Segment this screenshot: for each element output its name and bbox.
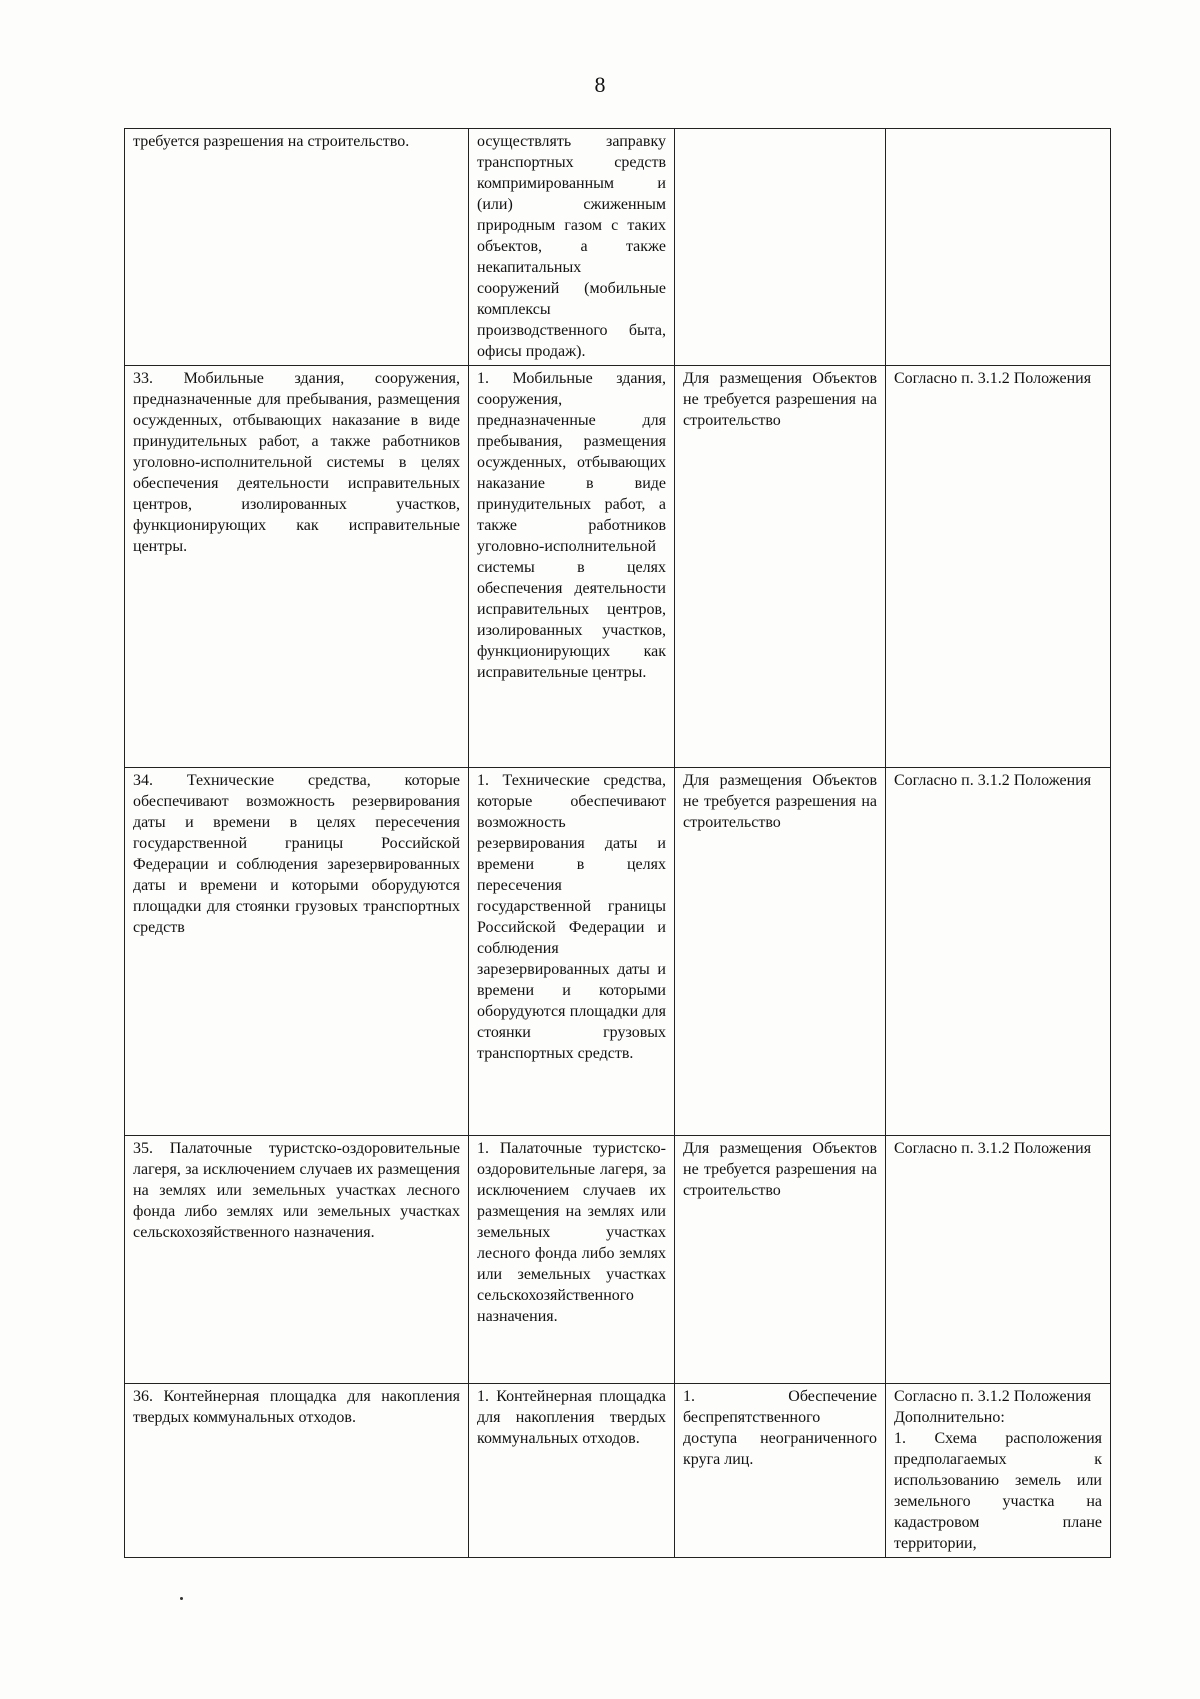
object-description-cell: осуществлять заправку транспортных средств компримированным и (или) сжиженным природным газом с таких объектов, а также некапитальных сооружений (мобильные комплексы производственного быта, офисы продаж). [469, 129, 675, 366]
requirements-cell: 1. Обеспечение беспрепятственного доступа неограниченного круга лиц. [675, 1384, 886, 1558]
object-type-cell: требуется разрешения на строительство. [125, 129, 469, 366]
documents-cell: Согласно п. 3.1.2 Положения [886, 366, 1111, 768]
requirements-cell: Для размещения Объектов не требуется разрешения на строительство [675, 1136, 886, 1384]
table-row [125, 1136, 1111, 1384]
table-row [125, 366, 1111, 768]
scan-speck [180, 1597, 183, 1600]
table-row [125, 768, 1111, 1136]
object-type-cell: 34. Технические средства, которые обеспечивают возможность резервирования даты и времени в целях пересечения государственной границы Российской Федерации и соблюдения зарезервированных даты и времени и которыми оборудуются площадки для стоянки грузовых транспортных средств [125, 768, 469, 1136]
page-number: 8 [594, 72, 606, 97]
permits-table [124, 128, 1111, 1558]
documents-reference: Согласно п. 3.1.2 Положения [894, 1388, 1092, 1405]
object-type-cell: 33. Мобильные здания, сооружения, предназначенные для пребывания, размещения осужденных, отбывающих наказание в виде принудительных работ, а также работников уголовно-исполнительной системы в целях обеспечения деятельности исправительных центров, изолированных участков, функционирующих как исправительные центры. [125, 366, 469, 768]
documents-additional-label: Дополнительно: [894, 1409, 1005, 1426]
requirements-cell [675, 129, 886, 366]
table-row [125, 1384, 1111, 1558]
object-description-cell: 1. Мобильные здания, сооружения, предназначенные для пребывания, размещения осужденных, отбывающих наказание в виде принудительных работ, а также работников уголовно-исполнительной системы в целях обеспечения деятельности исправительных центров, изолированных участков, функционирующих как исправительные центры. [469, 366, 675, 768]
object-type-cell: 35. Палаточные туристско-оздоровительные лагеря, за исключением случаев их размещения на землях или земельных участках лесного фонда либо землях или земельных участках сельскохозяйственного назначения. [125, 1136, 469, 1384]
object-description-cell: 1. Технические средства, которые обеспечивают возможность резервирования даты и времени в целях пересечения государственной границы Российской Федерации и соблюдения зарезервированных даты и времени и которыми оборудуются площадки для стоянки грузовых транспортных средств. [469, 768, 675, 1136]
documents-cell [886, 129, 1111, 366]
requirements-cell: Для размещения Объектов не требуется разрешения на строительство [675, 366, 886, 768]
documents-cell: Согласно п. 3.1.2 Положения [886, 768, 1111, 1136]
documents-additional-item: 1. Схема расположения предполагаемых к использованию земель или земельного участка на кадастровом плане территории, [894, 1430, 1102, 1552]
documents-cell [886, 1384, 1111, 1558]
object-type-cell: 36. Контейнерная площадка для накопления твердых коммунальных отходов. [125, 1384, 469, 1558]
documents-cell: Согласно п. 3.1.2 Положения [886, 1136, 1111, 1384]
object-description-cell: 1. Палаточные туристско-оздоровительные лагеря, за исключением случаев их размещения на землях или земельных участках лесного фонда либо землях или земельных участках сельскохозяйственного назначения. [469, 1136, 675, 1384]
table-row [125, 129, 1111, 366]
requirements-cell: Для размещения Объектов не требуется разрешения на строительство [675, 768, 886, 1136]
object-description-cell: 1. Контейнерная площадка для накопления твердых коммунальных отходов. [469, 1384, 675, 1558]
